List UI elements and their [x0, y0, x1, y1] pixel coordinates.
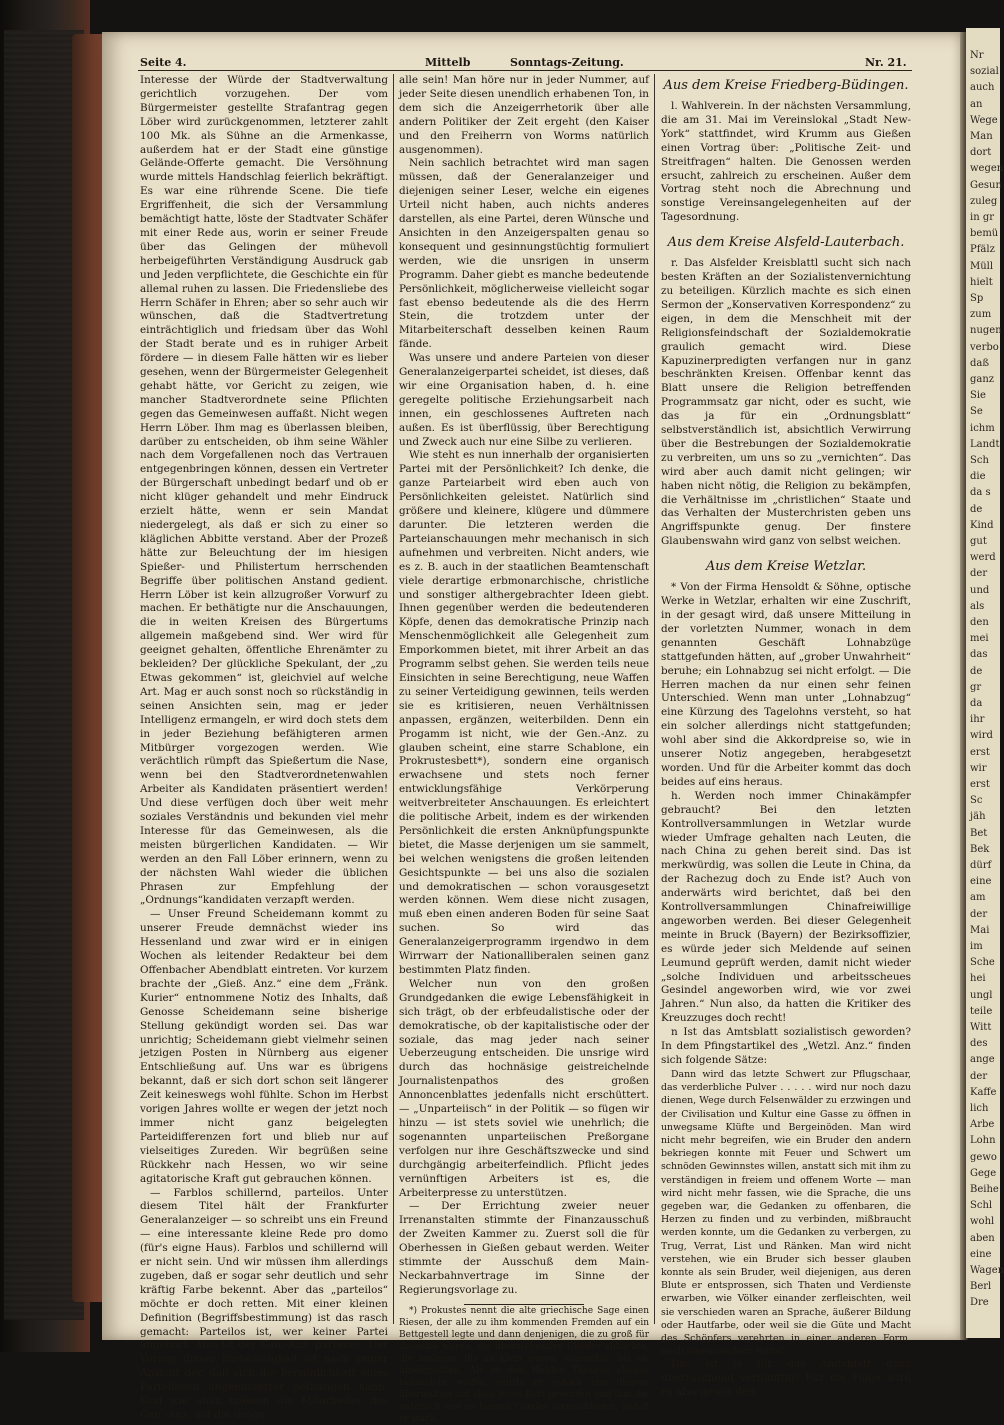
next-page-fragment: an: [970, 98, 983, 110]
next-page-fragment: erst: [970, 779, 990, 790]
next-page-fragment: Wege: [970, 114, 998, 126]
next-page-fragment: jäh: [970, 811, 986, 823]
next-page-fragment: ganz: [970, 374, 995, 385]
next-page-fragment: ichm: [970, 422, 995, 434]
next-page-fragment: Dre: [970, 1297, 989, 1309]
next-page-fragment: Mai: [970, 924, 990, 936]
masthead-left: Mittelb: [425, 56, 471, 69]
section-title: Aus dem Kreise Alsfeld-Lauterbach.: [667, 235, 905, 251]
next-page-fragment: Sp: [970, 293, 984, 304]
next-page-fragment: Beihe: [970, 1184, 999, 1195]
next-page-fragment: wohl: [970, 1216, 995, 1228]
column-separator: [654, 74, 655, 1324]
next-page-fragment: de: [970, 665, 983, 677]
next-page-fragment: nugen: [970, 325, 1002, 337]
next-page-fragment: Arbe: [970, 1119, 995, 1131]
next-page-fragment: Man: [970, 131, 993, 142]
next-page-fragment: werd: [970, 552, 996, 564]
quoted-passage: Dann wird das letzte Schwert zur Pflugschaar, das verderbliche Pulver . . . . . wird nur noch dazu dienen, Wege durch Felsenwälder zu erzwingen und der Civilisation und Kultur eine Gasse zu öffnen in unwegsame Klüfte und Bergeinöden. Man wird nicht mehr begreifen, wie ein Bruder den andern bekriegen konnte mit Feuer und Schwert um schnöden Gewinnstes willen, anstatt sich mit ihm zu verständigen in freiem und offenem Worte — man wird nicht mehr fassen, wie die Sprache, die uns gegeben war, die Gedanken zu offenbaren, die Herzen zu finden und zu verbinden, mißbraucht werden konnte, um die Gedanken zu verbergen, zu Trug, Verrat, List und Ränken. Man wird nicht verstehen, wie ein Bruder sich besser glauben konnte als sein Bruder, weil diejenigen, aus deren Blute er entsprossen, sich Thaten und Verdienste erwarben, wie Völker einander zerfleischten, weil sie verschieden waren an Sprache, äußerer Bildung oder Hautfarbe, oder weil sie die Güte und Macht des Schöpfers verehrten in einer anderen Form, nach einem andern Ritus!: [661, 1068, 911, 1358]
next-page-fragment: wird: [970, 730, 993, 742]
paragraph: Wie steht es nun innerhalb der organisierten Partei mit der Persönlichkeit? Ich denke, die ganze Parteiarbeit wird eben auch von Persönlichkeiten geleistet. Natürlich sind größere und kleinere, klügere und dümmere darunter. Die letzteren werden die Parteianschauungen mehr mechanisch in sich aufnehmen und verbreiten. Nicht anders, wie es z. B. auch in der staatlichen Beamtenschaft viele derartige erbmonarchische, christliche und sonstiger althergebrachter Ideen giebt. Ihnen gegenüber werden die bedeutenderen Köpfe, denen das demokratische Prinzip nach Menschenmöglichkeit alle Gelegenheit zum Emporkommen bietet, mit ihrer Arbeit an das Programm selbst gehen. Sie werden teils neue Einsichten in seine Berechtigung, neue Waffen zu seiner Verteidigung gewinnen, teils werden sie es kritisieren, neuen Verhältnissen anpassen, ergänzen, weiterbilden. Denn ein Progamm ist nicht, wie der Gen.-Anz. zu glauben scheint, eine starre Schablone, ein Prokrustesbett*), sondern eine organisch erwachsene und stets noch ferner entwicklungsfähige Verkörperung weitverbreiteter Anschauungen. Es erleichtert die politische Arbeit, indem es der wirkenden Persönlichkeit die ersten Anknüpfungspunkte bietet, die Masse derjenigen um sie sammelt, bei welchen wenigstens die großen leitenden Gesichtspunkte — bei uns also die sozialen und demokratischen — schon vorausgesetzt werden können. Wem diese nicht zusagen, muß eben einen anderen Boden für seine Saat suchen. So wird das Generalanzeigerprogramm irgendwo in dem Wirrwarr der Nationalliberalen seinen ganz bestimmten Platz finden.: [399, 449, 649, 976]
paragraph: Nein sachlich betrachtet wird man sagen müssen, daß der Generalanzeiger und diejenigen seiner Leser, welche ein eigenes Urteil nicht haben, auch nichts anderes darstellen, als eine Partei, deren Wünsche und Ansichten in den Anzeigerspalten genau so konsequent und gesinnungstüchtig formuliert werden, wie die unsrigen in unserm Programm. Daher giebt es manche bedeutende Persönlichkeit, möglicherweise vielleicht sogar fast ebenso bedeutende als die des Herrn Stein, die trotzdem unter der Mitarbeiterschaft desselben keinen Raum fände.: [399, 157, 649, 351]
next-page-fragment: eine: [970, 876, 992, 888]
next-page-fragment: der: [970, 568, 988, 580]
column-3: [661, 74, 911, 1399]
next-page-fragment: wegen: [970, 163, 1004, 175]
next-page-fragment: verbo: [970, 341, 999, 353]
next-page-edge: [966, 28, 1004, 1338]
paragraph: — Farblos schillernd, parteilos. Unter diesem Titel hält der Frankfurter Generalanzeiger — so schreibt uns ein Freund — eine interessante kleine Rede pro domo (für's eigne Haus). Farblos und schillernd will er nicht sein. Und wir müssen ihm allerdings zugeben, daß er sogar sehr deutlich und sehr kräftig Farbe bekennt. Aber das „parteilos“ möchte er doch retten. Mit einer kleinen Definition (Begriffsbestimmung) ist das rasch gemacht: Parteilos ist, wer keiner Partei angehört. Also ist der Gen.-Anz. parteilos. Der Vorzug dieser Parteilosigkeit ist nach seiner Ansicht der, daß sich die Persönlichkeit eines Parteilosen ungehinderter bethätigen kann. Und wie stolz müssen die Mitarbeiter des Gen.-Anz. auf die ihrige: [140, 1186, 388, 1421]
next-page-fragment: de: [970, 503, 983, 515]
next-page-fragment: erst: [970, 746, 990, 758]
next-page-fragment: teile: [970, 1005, 993, 1017]
next-page-fragment: Se: [970, 406, 983, 418]
next-page-fragment: Gesun: [970, 179, 1002, 191]
section-title: Aus dem Kreise Friedberg-Büdingen.: [663, 78, 909, 93]
next-page-fragment: Kaffe: [970, 1086, 997, 1098]
next-page-fragment: eine: [970, 1248, 992, 1260]
footnote: *) Prokustes nennt die alte griechische Sage einen Riesen, der alle zu ihm kommenden Fremden auf ein Bettgestell legte und dann denjenigen, die zu groß für dasselbe waren, die überstehenden Glieder abhackte, die anderen, die zu klein waren, ausreckte, bis sie hineinpaßten. Als er den Helden Theseus ebenso behandeln wollte, wurde er jedoch von diesem überwältigt auf eben jenes Bett geworfen und ihm die natürlich viel zu langen Glieder abgeschlagen, sodaß er starb.: [399, 1305, 649, 1424]
next-page-fragment: des: [970, 1038, 988, 1050]
next-page-fragment: die: [970, 471, 986, 483]
column-separator: [393, 74, 394, 1324]
next-page-fragment: und: [970, 584, 990, 596]
paragraph: r. Das Alsfelder Kreisblattl sucht sich nach besten Kräften an der Sozialistenvernichtung zu beteiligen. Kürzlich machte es sich einen Sermon der „Konservativen Korrespondenz“ zu eigen, in dem die Menschheit mit der Religionsfeindschaft der Sozialdemokratie graulich gemacht wird. Diese Kapuzinerpredigten verfangen nur in ganz beschränkten Kreisen. Offenbar kennt das Blatt unsere die Religion betreffenden Programmsatz gar nicht, oder es sucht, wie das ja für ein „Ordnungsblatt“ selbstverständlich ist, absichtlich Verwirrung über die Bestrebungen der Sozialdemokratie zu verbreiten, um uns so zu „vernichten“. Das wird aber auch damit nicht gelingen; wir haben nicht nötig, die Religion zu bekämpfen, die Verhältnisse im „christlichen“ Staate und das Verhalten der Musterchristen geben uns Angriffspunkte genug. Der finstere Glaubenswahn wird ganz von selbst weichen.: [661, 257, 911, 548]
next-page-fragment: Müll: [970, 260, 994, 272]
next-page-fragment: hei: [970, 973, 986, 985]
next-page-fragment: Lohn: [970, 1135, 996, 1147]
next-page-fragment: Sche: [970, 957, 995, 969]
next-page-fragment: am: [970, 892, 986, 904]
section-title: Aus dem Kreise Wetzlar.: [705, 559, 867, 575]
next-page-fragment: da: [970, 698, 983, 709]
paragraph: Das ist ja für das Amtsblatt ganz überraschend vernünftig! Für die Folge wird es also gewiß den: [661, 1358, 911, 1399]
masthead-title: Sonntags-Zeitung.: [510, 56, 624, 69]
next-page-fragment: aben: [970, 1232, 995, 1244]
paragraph: l. Wahlverein. In der nächsten Versammlung, die am 31. Mai im Vereinslokal „Stadt New-York“ stattfindet, wird Krumm aus Gießen einen Vortrag über: „Politische Zeit- und Streitfragen“ halten. Die Genossen werden ersucht, zahlreich zu erscheinen. Außer dem Vortrag steht noch die Abrechnung und sonstige Vereinsangelegenheiten auf der Tagesordnung.: [661, 100, 911, 224]
next-page-fragment: Sc: [970, 795, 983, 807]
next-page-fragment: ange: [970, 1054, 995, 1066]
footnote-rule: [464, 1304, 584, 1305]
next-page-fragment: daß: [970, 357, 990, 369]
page-number: Seite 4.: [140, 56, 187, 69]
next-page-fragment: Pfälz: [970, 244, 995, 256]
issue-number: Nr. 21.: [865, 56, 907, 69]
paragraph: n Ist das Amtsblatt sozialistisch geworden? In dem Pfingstartikel des „Wetzl. Anz.“ finden sich folgende Sätze:: [661, 1026, 911, 1066]
next-page-fragment: zuleg: [970, 195, 998, 207]
next-page-fragment: wir: [970, 762, 987, 774]
next-page-fragment: Gege: [970, 1167, 997, 1179]
paragraph: Interesse der Würde der Stadtverwaltung gerichtlich vorzugehen. Der vom Bürgermeister gestellte Strafantrag gegen Löber wird zurückgenommen, letzterer zahlt 100 Mk. als Sühne an die Armenkasse, außerdem hat er der Stadt eine günstige Gelände-Offerte gemacht. Die Versöhnung wurde mittels Handschlag feierlich bekräftigt. Es war eine rührende Scene. Die tiefe Ergriffenheit, die sich der Versammlung bemächtigt hatte, löste der Stadtvater Schäfer mit einer Rede aus, worin er seiner Freude über das Gelingen der mühevoll herbeigeführten Verständigung Ausdruck gab und Jeden verpflichtete, die Geschichte ein für allemal ruhen zu lassen. Die Friedensliebe des Herrn Schäfer in Ehren; aber so sehr auch wir wünschen, daß die Stadtvertretung einträchtiglich und friedsam über das Wohl der Stadt berate und es in ruhiger Arbeit fördere — in diesem Falle hätten wir es lieber gesehen, wenn der Bürgermeister Gelegenheit gehabt hätte, vor Gericht zu zeigen, wie mancher Stadtverordnete seine Pflichten gegen das Gemeinwesen auffaßt. Nicht wegen Herrn Löber. Ihm mag es überlassen bleiben, darüber zu entscheiden, ob ihm seine Wähler nach dem Vorgefallenen noch das Vertrauen entgegenbringen können, dessen ein Vertreter der Bürgerschaft unbedingt bedarf und ob er nicht klüger gehandelt und mehr Eindruck erzielt hätte, wenn er sein Mandat niedergelegt, als daß er sich zu einer so kläglichen Abbitte verstand. Aber der Prozeß hätte zur Beleuchtung der im hiesigen Spießer- und Philistertum herrschenden Begriffe über politischen Anstand gedient. Herrn Löber ist kein allzugroßer Vorwurf zu machen. Er bethätigte nur die Anschauungen, die in weiten Kreisen des Bürgertums allgemein maßgebend sind. Wer wird für geeignet gehalten, öffentliche Ehrenämter zu bekleiden? Der glückliche Spekulant, der „zu Etwas gekommen“ ist, gleichviel auf welche Art. Mag er auch sonst noch so rückständig in seinen Ansichten sein, mag er jeder Intelligenz ermangeln, er wird doch stets dem in jeder Beziehung befähigteren armen Mitbürger vorgezogen werden. Wie verächtlich rümpft das Spießertum die Nase, wenn bei den Stadtverordnetenwahlen Arbeiter als Kandidaten präsentiert werden! Und diese verfügen doch über weit mehr soziales Verständnis und bekunden viel mehr Interesse für das Gemeinwesen, als die meisten bürgerlichen Kandidaten. — Wir werden an den Fall Löber erinnern, wenn zu der nächsten Wahl wieder die üblichen Phrasen zur Empfehlung der „Ordnungs“kandidaten verzapft werden.: [140, 74, 388, 907]
next-page-fragment: hielt: [970, 276, 993, 288]
page-header: [140, 52, 910, 72]
paragraph: Welcher nun von den großen Grundgedanken die ewige Lebensfähigkeit in sich trägt, ob der erbfeudalistische oder der demokratische, ob der kapitalistische oder der soziale, das mag jeder nach seiner Ueberzeugung entscheiden. Die unsrige wird durch das hochnäsige geistreichelnde Journalistenpathos des großen Annoncenblattes jedenfalls nicht erschüttert. — „Unparteiisch“ in der Politik — so fügen wir hinzu — ist stets soviel wie unehrlich; die sogenannten unparteiischen Preßorgane verfolgen nur ihre Geschäftszwecke und sind durchgängig arbeiterfeindlich. Pflicht jedes vernünftigen Arbeiters ist es, die Arbeiterpresse zu unterstützen.: [399, 977, 649, 1199]
next-page-fragment: als: [970, 600, 985, 612]
next-page-fragment: ihr: [970, 714, 985, 726]
next-page-fragment: Witt: [970, 1022, 992, 1033]
next-page-fragment: Berl: [970, 1281, 992, 1293]
paragraph: alle sein! Man höre nur in jeder Nummer, auf jeder Seite diesen unendlich erhabenen Ton, in dem sich die Anzeigerrhetorik über alle andern Politiker der Zeit ergeht (den Kaiser und den Freiherrn von Worms natürlich ausgenommen).: [399, 74, 649, 156]
next-page-fragment: gut: [970, 536, 987, 547]
next-page-fragment: mei: [970, 633, 989, 645]
next-page-fragment: gewo: [970, 1151, 997, 1163]
next-page-fragment: zum: [970, 309, 992, 321]
paragraph: Was unsere und andere Parteien von dieser Generalanzeigerpartei scheidet, ist dieses, daß wir eine Organisation haben, d. h. eine geregelte politische Erziehungsarbeit nach innen, ein geschlossenes Auftreten nach außen. Es ist überflüssig, über Berechtigung und Zweck auch nur eine Silbe zu verlieren.: [399, 352, 649, 448]
next-page-fragment: sozial: [970, 66, 999, 78]
next-page-fragment: im: [970, 941, 983, 952]
paragraph: h. Werden noch immer Chinakämpfer gebraucht? Bei den letzten Kontrollversammlungen in Wetzlar wurde wieder Umfrage gehalten nach Leuten, die nach China zu gehen bereit sind. Das ist merkwürdig, was sollen die Leute in China, da der Rachezug doch zu Ende ist? Auch von anderwärts wird berichtet, daß bei den Kontrollversammlungen Chinafreiwillige angeworben werden. Bei dieser Gelegenheit meinte in Bruck (Bayern) der Bezirksoffizier, es würde jeder sich Meldende auf seinen Leumund geprüft werden, damit nicht wieder „solche Individuen und arbeitsscheues Gesindel angeworben wird, wie vor zwei Jahren.“ Nun also, da hatten die Kritiker des Kreuzzuges doch recht!: [661, 789, 911, 1025]
next-page-fragment: ungl: [970, 989, 993, 1001]
column-2: [399, 74, 649, 1424]
next-page-fragment: Wagen: [970, 1265, 1004, 1276]
next-page-fragment: Landt: [970, 438, 1000, 450]
next-page-fragment: da s: [970, 487, 991, 499]
next-page-fragment: Kind: [970, 519, 994, 531]
next-page-fragment: Sie: [970, 390, 986, 402]
next-page-fragment: das: [970, 649, 988, 661]
next-page-fragment: dürf: [970, 860, 992, 871]
paragraph: — Der Errichtung zweier neuer Irrenanstalten stimmte der Finanzausschuß der Zweiten Kammer zu. Zuerst soll die für Oberhessen in Gießen gebaut werden. Weiter stimmte der Ausschuß dem Main-Neckarbahnvertrage im Sinne der Regierungsvorlage zu.: [399, 1200, 649, 1296]
next-page-fragment: gr: [970, 681, 982, 693]
next-page-fragment: bemü: [970, 228, 999, 240]
next-page-fragment: Schl: [970, 1200, 993, 1212]
next-page-fragment: Sch: [970, 455, 989, 466]
paragraph: * Von der Firma Hensoldt & Söhne, optische Werke in Wetzlar, erhalten wir eine Zuschrift, in der gesagt wird, daß unsere Mitteilung in der vorletzten Nummer, wonach in dem genannten Geschäft Lohnabzüge stattgefunden hätten, auf „grober Unwahrheit“ beruhe; ein Lohnabzug sei nicht erfolgt. — Die Herren machen da nur einen sehr feinen Unterschied. Wenn man unter „Lohnabzug“ eine Kürzung des Tagelohns versteht, so hat ein solcher allerdings nicht stattgefunden; wohl aber sind die Akkordpreise so, wie in unserer Notiz angegeben, herabgesetzt worden. Und für die Arbeiter kommt das doch beides auf eins heraus.: [661, 581, 911, 788]
next-page-fragment: der: [970, 908, 988, 920]
next-page-fragment: auch: [970, 82, 995, 94]
next-page-fragment: lich: [970, 1103, 989, 1114]
next-page-fragment: in gr: [970, 212, 994, 223]
column-1: [140, 74, 388, 1421]
paragraph: — Unser Freund Scheidemann kommt zu unserer Freude demnächst wieder ins Hessenland und zwar wird er in einigen Wochen als leitender Redakteur bei dem Offenbacher Abendblatt eintreten. Vor kurzem brachte der „Gieß. Anz.“ eine dem „Fränk. Kurier“ entnommene Notiz des Inhalts, daß Genosse Scheidemann seine bisherige Stellung gekündigt worden sei. Das war unrichtig; Scheidemann giebt vielmehr seinen jetzigen Posten in Nürnberg aus eigener Entschließung auf. Uns war es übrigens bekannt, daß er sich dort schon seit längerer Zeit keineswegs wohl fühlte. Schon im Herbst vorigen Jahres wollte er wegen der jetzt noch immer nicht ganz beigelegten Parteidifferenzen fort und blieb nur auf vielseitiges Zureden. Wir begrüßen seine Rückkehr nach Hessen, wo wir seine agitatorische Kraft gut gebrauchen können.: [140, 908, 388, 1185]
header-rule: [138, 70, 912, 71]
next-page-fragment: Bek: [970, 843, 990, 855]
next-page-fragment: Bet: [970, 827, 988, 839]
next-page-fragment: dort: [970, 147, 992, 159]
next-page-fragment: der: [970, 1070, 988, 1082]
next-page-fragment: den: [970, 617, 989, 628]
next-page-fragment: Nr: [970, 50, 984, 61]
